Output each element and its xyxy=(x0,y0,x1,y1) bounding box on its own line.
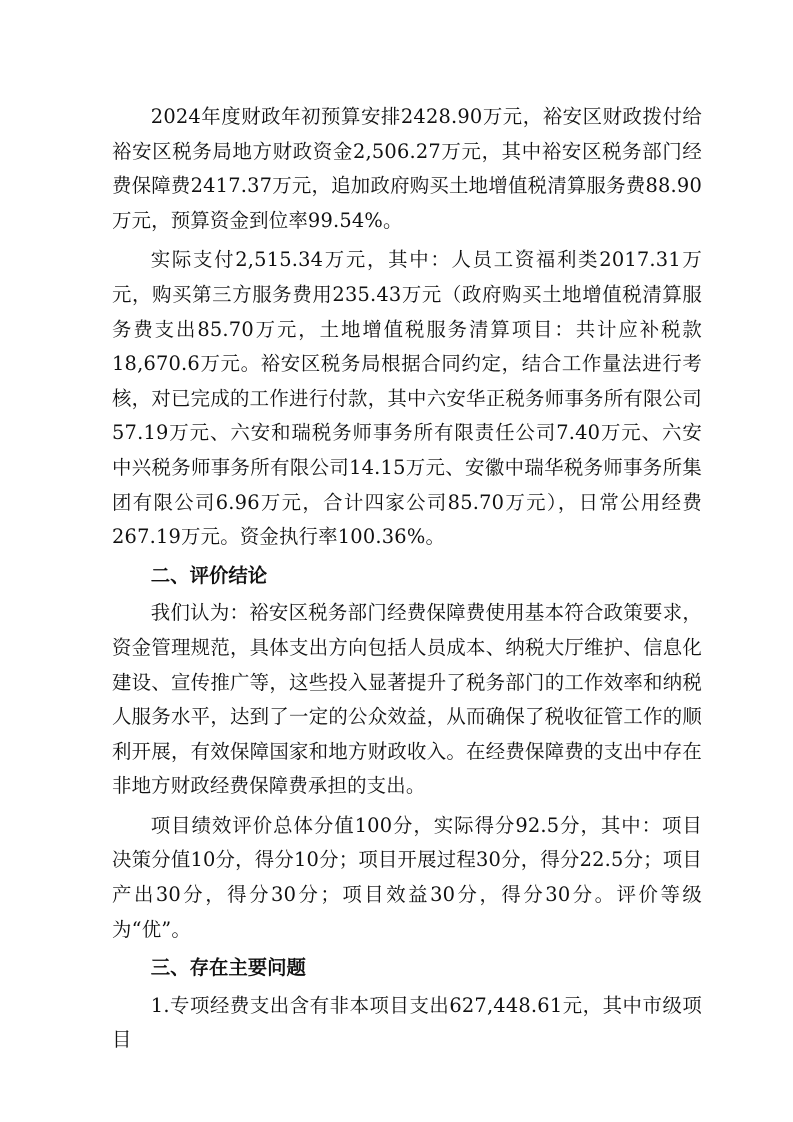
issue-1-paragraph: 1.专项经费支出含有非本项目支出627,448.61元，其中市级项目 xyxy=(112,993,702,1052)
actual-spending-paragraph: 实际支付2,515.34万元，其中：人员工资福利类2017.31万元，购买第三方服务费用235.43万元（政府购买土地增值税清算服务费支出85.70万元，土地增值税服务清算项目：共计应补税款18,670.6万元。裕安区税务局根据合同约定，结合工作量法进行考核，对已完成的工作进行付款，其中六安华正税务师事务所有限公司57.19万元、六安和瑞税务师事务所有限责任公司7.40万元、六安中兴税务师事务所有限公司14.15万元、安徽中瑞华税务师事务所集团有限公司6.96万元，合计四家公司85.70万元），日常公用经费267.19万元。资金执行率100.36%。 xyxy=(112,248,702,549)
document-page xyxy=(112,100,702,1058)
budget-paragraph: 2024年度财政年初预算安排2428.90万元，裕安区财政拨付给裕安区税务局地方财政资金2,506.27万元，其中裕安区税务部门经费保障费2417.37万元，追加政府购买土地增值税清算服务费88.90万元，预算资金到位率99.54%。 xyxy=(112,105,702,232)
scoring-paragraph: 项目绩效评价总体分值100分，实际得分92.5分，其中：项目决策分值10分，得分10分；项目开展过程30分，得分22.5分；项目产出30分，得分30分；项目效益30分，得分30分。评价等级为“优”。 xyxy=(112,813,702,941)
conclusion-paragraph: 我们认为：裕安区税务部门经费保障费使用基本符合政策要求，资金管理规范，具体支出方向包括人员成本、纳税大厅维护、信息化建设、宣传推广等，这些投入显著提升了税务部门的工作效率和纳税人服务水平，达到了一定的公众效益，从而确保了税收征管工作的顺利开展，有效保障国家和地方财政收入。在经费保障费的支出中存在非地方财政经费保障费承担的支出。 xyxy=(112,601,702,798)
section-heading-evaluation-conclusion: 二、评价结论 xyxy=(150,563,268,587)
section-heading-main-problems: 三、存在主要问题 xyxy=(150,956,306,980)
